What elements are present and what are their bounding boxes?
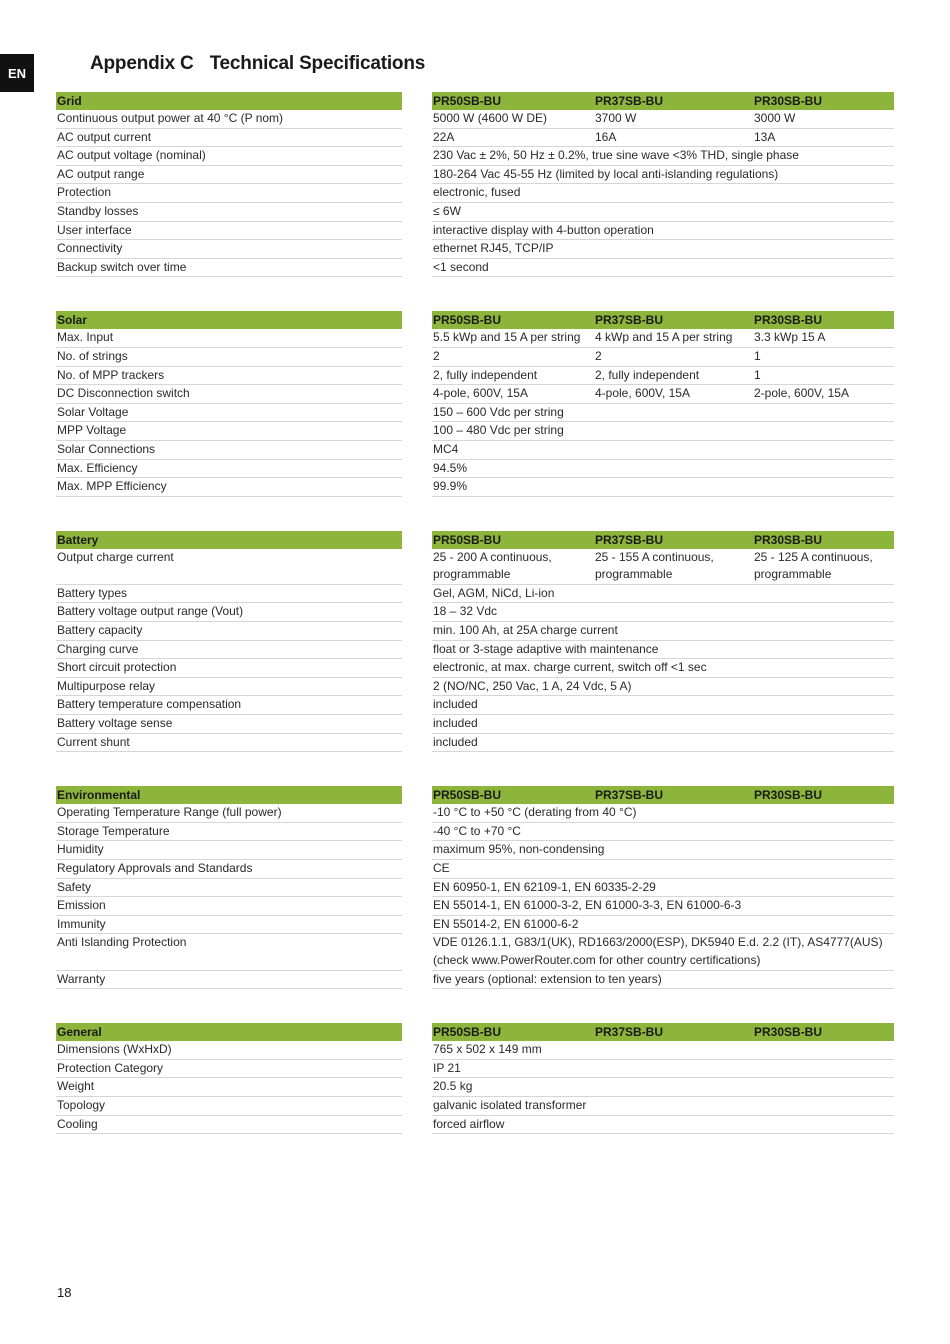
spec-values: [432, 367, 894, 386]
spec-value: 18 – 32 Vdc: [433, 604, 498, 619]
spec-row: [56, 622, 894, 641]
spec-label: Max. Input: [56, 329, 402, 348]
spec-row: [56, 329, 894, 348]
model-header: PR30SB-BU: [754, 532, 823, 547]
spec-label: Charging curve: [56, 641, 402, 660]
spec-values: [432, 404, 894, 423]
spec-row: [56, 478, 894, 497]
spec-values: [432, 879, 894, 898]
spec-value: float or 3-stage adaptive with maintenance: [433, 641, 659, 656]
spec-label: Solar Connections: [56, 441, 402, 460]
spec-values: [432, 129, 894, 148]
section-battery: [56, 531, 894, 753]
spec-value: min. 100 Ah, at 25A charge current: [433, 623, 618, 638]
model-headers: [432, 311, 894, 329]
spec-row: [56, 110, 894, 129]
spec-row: [56, 385, 894, 404]
spec-value: 4 kWp and 15 A per string: [595, 330, 733, 345]
spec-value: 100 – 480 Vdc per string: [433, 423, 564, 438]
spec-values: [432, 659, 894, 678]
spec-label: Max. MPP Efficiency: [56, 478, 402, 497]
spec-values: [432, 166, 894, 185]
spec-row: [56, 1060, 894, 1079]
spec-label: Safety: [56, 879, 402, 898]
spec-values: [432, 1041, 894, 1060]
spec-values: [432, 549, 894, 585]
spec-row: [56, 422, 894, 441]
section-title: Solar: [56, 311, 402, 329]
spec-value: 1: [754, 367, 761, 382]
section-title: Grid: [56, 92, 402, 110]
spec-value: 2: [595, 348, 602, 363]
spec-row: [56, 603, 894, 622]
spec-value: 3700 W: [595, 111, 637, 125]
section-title: Battery: [56, 531, 402, 549]
spec-label: Battery temperature compensation: [56, 696, 402, 715]
spec-label: Current shunt: [56, 734, 402, 753]
spec-label: No. of MPP trackers: [56, 367, 402, 386]
spec-row: [56, 129, 894, 148]
spec-value: galvanic isolated transformer: [433, 1097, 587, 1112]
spec-value: 765 x 502 x 149 mm: [433, 1042, 542, 1057]
spec-row: [56, 585, 894, 604]
language-tab: EN: [0, 54, 34, 92]
spec-label: AC output current: [56, 129, 402, 148]
spec-value: 25 - 200 A continuous, programmable: [433, 549, 552, 582]
spec-row: [56, 678, 894, 697]
spec-label: Storage Temperature: [56, 823, 402, 842]
model-header: PR37SB-BU: [595, 1025, 664, 1040]
spec-values: [432, 734, 894, 753]
spec-label: Standby losses: [56, 203, 402, 222]
model-header: PR30SB-BU: [754, 313, 823, 328]
spec-values: [432, 841, 894, 860]
section-title: General: [56, 1023, 402, 1041]
model-header: PR37SB-BU: [595, 788, 664, 803]
spec-values: [432, 641, 894, 660]
spec-label: Emission: [56, 897, 402, 916]
model-header: PR30SB-BU: [754, 788, 823, 803]
section-header: [56, 1023, 894, 1041]
section-grid: [56, 92, 894, 277]
section-header: [56, 531, 894, 549]
spec-value: -10 °C to +50 °C (derating from 40 °C): [433, 805, 637, 820]
spec-values: [432, 259, 894, 278]
spec-value: CE: [433, 861, 450, 875]
model-header: PR30SB-BU: [754, 1025, 823, 1040]
spec-values: [432, 860, 894, 879]
spec-label: Battery capacity: [56, 622, 402, 641]
section-general: [56, 1023, 894, 1134]
spec-sections: [56, 92, 894, 1168]
spec-values: [432, 585, 894, 604]
model-header: PR50SB-BU: [433, 532, 502, 547]
spec-label: Solar Voltage: [56, 404, 402, 423]
section-environmental: [56, 786, 894, 989]
spec-row: [56, 460, 894, 479]
spec-row: [56, 641, 894, 660]
spec-values: [432, 329, 894, 348]
page-number: 18: [57, 1285, 72, 1300]
model-header: PR50SB-BU: [433, 313, 502, 328]
appendix-label: Appendix C: [90, 53, 194, 74]
spec-values: [432, 1097, 894, 1116]
spec-value: 1: [754, 348, 761, 363]
spec-label: Protection: [56, 184, 402, 203]
spec-label: Multipurpose relay: [56, 678, 402, 697]
section-header: [56, 311, 894, 329]
spec-label: AC output range: [56, 166, 402, 185]
model-header: PR30SB-BU: [754, 94, 823, 108]
spec-label: Backup switch over time: [56, 259, 402, 278]
section-title: Environmental: [56, 786, 402, 804]
spec-values: [432, 184, 894, 203]
spec-label: Warranty: [56, 971, 402, 990]
spec-value: interactive display with 4-button operation: [433, 222, 654, 237]
spec-value: 3000 W: [754, 111, 796, 125]
spec-value: 150 – 600 Vdc per string: [433, 404, 564, 419]
spec-value: EN 55014-2, EN 61000-6-2: [433, 916, 579, 931]
spec-row: [56, 734, 894, 753]
spec-row: [56, 1078, 894, 1097]
spec-values: [432, 678, 894, 697]
spec-value: 4-pole, 600V, 15A: [595, 386, 690, 401]
spec-values: [432, 823, 894, 842]
spec-value: 2, fully independent: [433, 367, 538, 382]
spec-label: Battery voltage output range (Vout): [56, 603, 402, 622]
spec-value: included: [433, 734, 478, 749]
model-headers: [432, 92, 894, 110]
spec-row: [56, 841, 894, 860]
spec-row: [56, 1116, 894, 1135]
spec-label: Connectivity: [56, 240, 402, 259]
spec-row: [56, 879, 894, 898]
spec-value: 230 Vac ± 2%, 50 Hz ± 0.2%, true sine wave <3% THD, single phase: [433, 148, 799, 163]
spec-row: [56, 934, 894, 970]
section-header: [56, 92, 894, 110]
model-header: PR50SB-BU: [433, 94, 502, 108]
spec-value: 2: [433, 348, 440, 363]
section-solar: [56, 311, 894, 496]
spec-label: Cooling: [56, 1116, 402, 1135]
spec-value: included: [433, 716, 478, 731]
spec-label: No. of strings: [56, 348, 402, 367]
spec-values: [432, 696, 894, 715]
spec-value: 99.9%: [433, 479, 468, 494]
spec-values: [432, 916, 894, 935]
spec-row: [56, 971, 894, 990]
spec-values: [432, 222, 894, 241]
spec-row: [56, 147, 894, 166]
model-header: PR50SB-BU: [433, 788, 502, 803]
spec-row: [56, 441, 894, 460]
model-header: PR37SB-BU: [595, 313, 664, 328]
spec-values: [432, 240, 894, 259]
spec-values: [432, 622, 894, 641]
spec-value: included: [433, 697, 478, 712]
spec-value: 25 - 155 A continuous, programmable: [595, 549, 714, 582]
spec-values: [432, 478, 894, 497]
spec-value: electronic, fused: [433, 185, 521, 200]
spec-value: 3.3 kWp 15 A: [754, 330, 826, 345]
spec-label: Dimensions (WxHxD): [56, 1041, 402, 1060]
spec-label: Output charge current: [56, 549, 402, 585]
spec-values: [432, 460, 894, 479]
model-headers: [432, 786, 894, 804]
model-header: PR37SB-BU: [595, 532, 664, 547]
spec-value: 25 - 125 A continuous, programmable: [754, 549, 873, 582]
spec-label: Battery types: [56, 585, 402, 604]
spec-label: Battery voltage sense: [56, 715, 402, 734]
spec-value: 22A: [433, 129, 455, 144]
spec-value: forced airflow: [433, 1116, 505, 1131]
model-headers: [432, 531, 894, 549]
spec-values: [432, 203, 894, 222]
spec-label: Immunity: [56, 916, 402, 935]
spec-row: [56, 916, 894, 935]
spec-row: [56, 804, 894, 823]
spec-row: [56, 203, 894, 222]
spec-label: Operating Temperature Range (full power): [56, 804, 402, 823]
section-header: [56, 786, 894, 804]
spec-row: [56, 367, 894, 386]
spec-value: electronic, at max. charge current, switch off <1 sec: [433, 660, 707, 675]
spec-row: [56, 897, 894, 916]
spec-values: [432, 1116, 894, 1135]
spec-value: 2 (NO/NC, 250 Vac, 1 A, 24 Vdc, 5 A): [433, 678, 632, 693]
spec-label: User interface: [56, 222, 402, 241]
spec-row: [56, 1097, 894, 1116]
spec-value: 20.5 kg: [433, 1079, 473, 1094]
spec-value: 5000 W (4600 W DE): [433, 111, 548, 125]
model-headers: [432, 1023, 894, 1041]
spec-value: maximum 95%, non-condensing: [433, 842, 605, 857]
spec-row: [56, 348, 894, 367]
spec-value: EN 60950-1, EN 62109-1, EN 60335-2-29: [433, 879, 656, 894]
spec-row: [56, 715, 894, 734]
model-header: PR37SB-BU: [595, 94, 664, 108]
spec-label: Protection Category: [56, 1060, 402, 1079]
spec-value: 16A: [595, 129, 617, 144]
spec-row: [56, 166, 894, 185]
model-header: PR50SB-BU: [433, 1025, 502, 1040]
title-text: Technical Specifications: [209, 53, 426, 74]
spec-row: [56, 659, 894, 678]
spec-value: MC4: [433, 441, 459, 456]
spec-value: 94.5%: [433, 460, 468, 475]
spec-values: [432, 1078, 894, 1097]
spec-value: ≤ 6W: [433, 203, 461, 218]
spec-value: 180-264 Vac 45-55 Hz (limited by local anti-islanding regulations): [433, 166, 779, 181]
spec-label: Short circuit protection: [56, 659, 402, 678]
spec-values: [432, 603, 894, 622]
spec-row: [56, 1041, 894, 1060]
spec-label: Humidity: [56, 841, 402, 860]
spec-value: EN 55014-1, EN 61000-3-2, EN 61000-3-3, EN 61000-6-3: [433, 898, 742, 913]
spec-value: 13A: [754, 129, 776, 144]
spec-label: Regulatory Approvals and Standards: [56, 860, 402, 879]
spec-row: [56, 240, 894, 259]
spec-row: [56, 549, 894, 585]
spec-values: [432, 385, 894, 404]
spec-row: [56, 184, 894, 203]
spec-row: [56, 404, 894, 423]
spec-value: -40 °C to +70 °C: [433, 823, 521, 838]
spec-row: [56, 823, 894, 842]
spec-label: MPP Voltage: [56, 422, 402, 441]
spec-values: [432, 804, 894, 823]
spec-label: Topology: [56, 1097, 402, 1116]
spec-label: Anti Islanding Protection: [56, 934, 402, 970]
spec-values: [432, 934, 894, 970]
spec-value: 2, fully independent: [595, 367, 700, 382]
spec-value: IP 21: [433, 1060, 461, 1075]
spec-row: [56, 860, 894, 879]
spec-value: 2-pole, 600V, 15A: [754, 386, 849, 401]
spec-value: five years (optional: extension to ten years): [433, 971, 662, 986]
spec-value: ethernet RJ45, TCP/IP: [433, 241, 554, 256]
spec-values: [432, 1060, 894, 1079]
spec-label: Max. Efficiency: [56, 460, 402, 479]
spec-label: AC output voltage (nominal): [56, 147, 402, 166]
spec-row: [56, 222, 894, 241]
spec-value: 5.5 kWp and 15 A per string: [433, 330, 581, 345]
spec-value: <1 second: [433, 259, 489, 274]
spec-value: 4-pole, 600V, 15A: [433, 386, 528, 401]
page-title: [90, 53, 425, 75]
spec-label: DC Disconnection switch: [56, 385, 402, 404]
spec-values: [432, 715, 894, 734]
spec-values: [432, 441, 894, 460]
spec-label: Weight: [56, 1078, 402, 1097]
spec-value: VDE 0126.1.1, G83/1(UK), RD1663/2000(ESP), DK5940 E.d. 2.2 (IT), AS4777(AUS) (check www.PowerRouter.com for other country certifications): [433, 935, 883, 967]
spec-values: [432, 348, 894, 367]
spec-value: Gel, AGM, NiCd, Li-ion: [433, 585, 555, 600]
spec-values: [432, 147, 894, 166]
spec-values: [432, 971, 894, 990]
spec-values: [432, 110, 894, 129]
spec-row: [56, 259, 894, 278]
spec-values: [432, 897, 894, 916]
spec-row: [56, 696, 894, 715]
spec-label: Continuous output power at 40 °C (P nom): [56, 110, 402, 129]
spec-values: [432, 422, 894, 441]
